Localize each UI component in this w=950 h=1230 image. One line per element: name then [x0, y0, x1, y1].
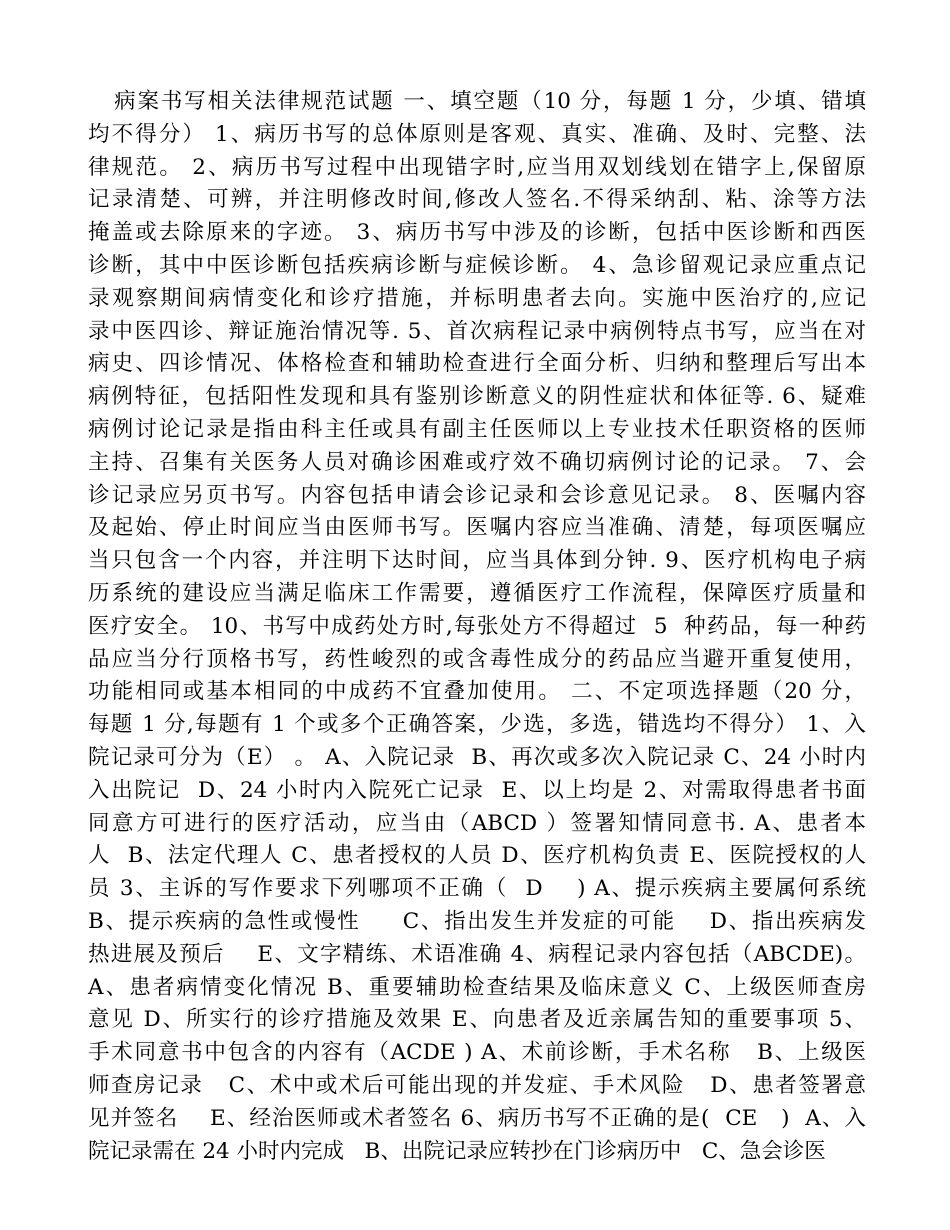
text-line: 诊记录应另页书写。内容包括申请会诊记录和会诊意见记录。 8、医嘱内容 [88, 482, 866, 508]
text-line: 均不得分） 1、病历书写的总体原则是客观、真实、准确、及时、完整、法 [88, 121, 866, 147]
text-line: A、患者病情变化情况 B、重要辅助检查结果及临床意义 C、上级医师查房 [88, 974, 866, 1000]
document-body [88, 86, 866, 1168]
text-line: 录中医四诊、辩证施治情况等. 5、首次病程记录中病例特点书写，应当在对 [88, 318, 866, 344]
text-line: 员 3、主诉的写作要求下列哪项不正确（ D ) A、提示疾病主要属何系统 [88, 876, 866, 902]
text-line: 病例讨论记录是指由科主任或具有副主任医师以上专业技术任职资格的医师 [88, 416, 866, 442]
text-line: 品应当分行顶格书写，药性峻烈的或含毒性成分的药品应当避开重复使用， [88, 646, 866, 672]
text-line: 热进展及预后 E、文字精练、术语准确 4、病程记录内容包括（ABCDE)。 [88, 941, 866, 967]
text-line: 诊断，其中中医诊断包括疾病诊断与症候诊断。 4、急诊留观记录应重点记 [88, 252, 866, 278]
text-line: 入出院记 D、24 小时内入院死亡记录 E、以上均是 2、对需取得患者书面 [88, 777, 866, 803]
text-line: 掩盖或去除原来的字迹。 3、病历书写中涉及的诊断，包括中医诊断和西医 [88, 220, 866, 246]
text-line: 当只包含一个内容，并注明下达时间，应当具体到分钟. 9、医疗机构电子病 [88, 548, 866, 574]
text-line: 历系统的建设应当满足临床工作需要，遵循医疗工作流程，保障医疗质量和 [88, 580, 866, 606]
text-line: 律规范。 2、病历书写过程中出现错字时,应当用双划线划在错字上,保留原 [88, 154, 866, 180]
text-line: 功能相同或基本相同的中成药不宜叠加使用。 二、不定项选择题（20 分， [88, 679, 866, 705]
text-line: 意见 D、所实行的诊疗措施及效果 E、向患者及近亲属告知的重要事项 5、 [88, 1007, 866, 1033]
text-line: 记录清楚、可辨，并注明修改时间,修改人签名.不得采纳刮、粘、涂等方法 [88, 187, 866, 213]
text-line: 录观察期间病情变化和诊疗措施，并标明患者去向。实施中医治疗的,应记 [88, 285, 866, 311]
text-line: 及起始、停止时间应当由医师书写。医嘱内容应当准确、清楚，每项医嘱应 [88, 515, 866, 541]
text-line: 人 B、法定代理人 C、患者授权的人员 D、医疗机构负责 E、医院授权的人 [88, 843, 866, 869]
text-line: 病例特征，包括阳性发现和具有鉴别诊断意义的阴性症状和体征等. 6、疑难 [88, 384, 866, 410]
text-line: 病案书写相关法律规范试题 一、填空题（10 分，每题 1 分，少填、错填 [88, 89, 866, 114]
text-line: 同意方可进行的医疗活动，应当由（ABCD ）签署知情同意书. A、患者本 [88, 810, 866, 836]
text-line: 师查房记录 C、术中或术后可能出现的并发症、手术风险 D、患者签署意 [88, 1072, 866, 1098]
text-line: 院记录需在 24 小时内完成 B、出院记录应转抄在门诊病历中 C、急会诊医 [88, 1138, 826, 1164]
text-line: B、提示疾病的急性或慢性 C、指出发生并发症的可能 D、指出疾病发 [88, 908, 866, 934]
text-line: 病史、四诊情况、体格检查和辅助检查进行全面分析、归纳和整理后写出本 [88, 351, 866, 377]
text-line: 每题 1 分,每题有 1 个或多个正确答案，少选，多选，错选均不得分） 1、入 [88, 712, 866, 738]
text-line: 主持、召集有关医务人员对确诊困难或疗效不确切病例讨论的记录。 7、会 [88, 449, 866, 475]
text-line: 见并签名 E、经治医师或术者签名 6、病历书写不正确的是( CE ) A、入 [88, 1105, 866, 1131]
text-line: 院记录可分为（E） 。 A、入院记录 B、再次或多次入院记录 C、24 小时内 [88, 744, 866, 770]
text-line: 手术同意书中包含的内容有（ACDE ) A、术前诊断，手术名称 B、上级医 [88, 1040, 866, 1066]
text-line: 医疗安全。 10、书写中成药处方时,每张处方不得超过 5 种药品，每一种药 [88, 613, 866, 639]
